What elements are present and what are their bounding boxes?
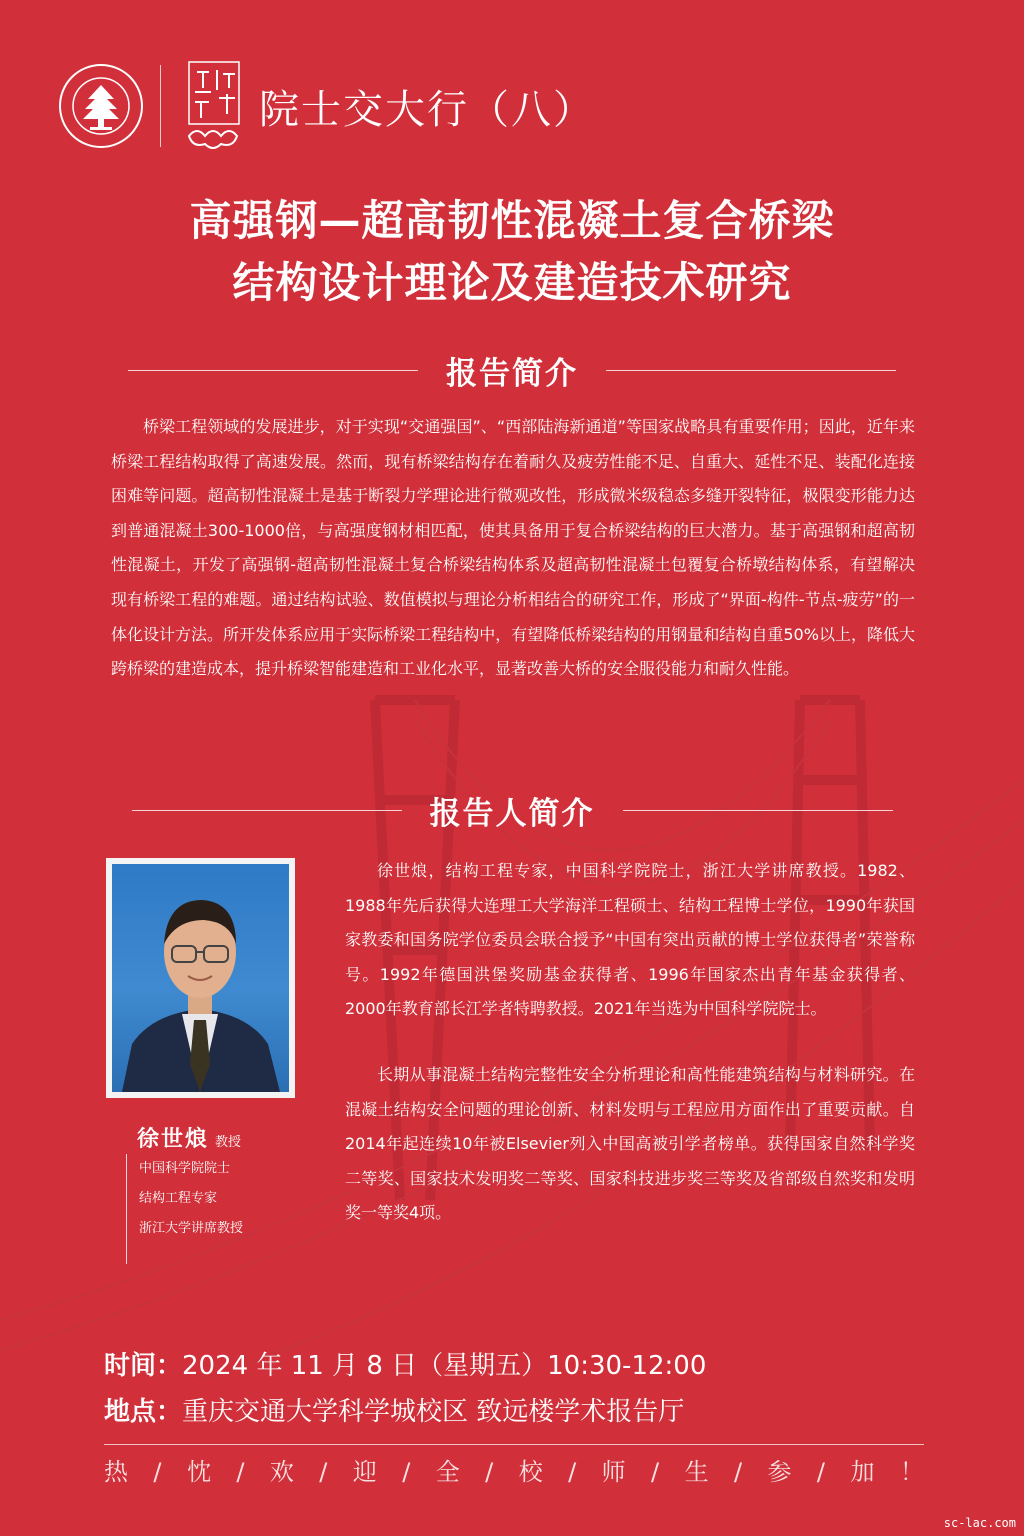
header <box>58 56 595 156</box>
speaker-name: 徐世烺 <box>137 1126 210 1152</box>
slogan-char: 迎 <box>352 1458 377 1486</box>
slogan-char: 生 <box>684 1458 709 1486</box>
speaker-intro-heading <box>0 790 1024 830</box>
slogan-separator: / <box>733 1458 743 1486</box>
slogan-char: 热 <box>104 1458 128 1486</box>
report-title-line-1: 高强钢—超高韧性混凝土复合桥梁 <box>189 196 835 245</box>
report-intro-text: 桥梁工程领域的发展进步，对于实现“交通强国”、“西部陆海新通道”等国家战略具有重要作用；因此，近年来桥梁工程结构取得了高速发展。然而，现有桥梁结构存在着耐久及疲劳性能不足、自重大、延性不足、装配化连接困难等问题。超高韧性混凝土是基于断裂力学理论进行微观改性，形成微米级稳态多缝开裂特征，极限变形能力达到普通混凝土300-1000倍，与高强度钢材相匹配，使其具备用于复合桥梁结构的巨大潜力。基于高强钢和超高韧性混凝土，开发了高强钢-超高韧性混凝土复合桥梁结构体系及超高韧性混凝土包覆复合桥墩结构体系，有望解决现有桥梁工程的难题。通过结构试验、数值模拟与理论分析相结合的研究工作，形成了“界面-构件-节点-疲劳”的一体化设计方法。所开发体系应用于实际桥梁工程结构中，有望降低桥梁结构的用钢量和结构自重50%以上，降低大跨桥梁的建造成本，提升桥梁智能建造和工业化水平，显著改善大桥的安全服役能力和耐久性能。 <box>111 417 915 679</box>
slogan-separator: / <box>153 1458 162 1486</box>
welcome-slogan <box>104 1452 924 1492</box>
report-intro-heading-text: 报告简介 <box>446 355 578 392</box>
heading-rule-right <box>606 370 896 371</box>
site-watermark: sc-lac.com <box>943 1516 1016 1530</box>
slogan-char: 加 <box>850 1458 875 1486</box>
heading-rule-left <box>128 370 418 371</box>
heading-rule-left <box>132 810 402 811</box>
university-logo <box>58 63 144 149</box>
speaker-intro-heading-text: 报告人简介 <box>429 795 595 832</box>
speaker-name-row <box>137 1122 241 1153</box>
series-title: 院士交大行（八） <box>259 86 595 133</box>
slogan-separator: / <box>816 1458 826 1486</box>
slogan-char: 忱 <box>186 1458 211 1486</box>
speaker-role: 中国科学院院士 <box>139 1161 231 1176</box>
report-title <box>0 190 1024 314</box>
event-time-label: 时间： <box>104 1351 183 1381</box>
slogan-separator: / <box>319 1458 328 1486</box>
event-location-value: 重庆交通大学科学城校区 致远楼学术报告厅 <box>182 1397 685 1427</box>
speaker-roles <box>126 1154 243 1264</box>
bottom-divider <box>104 1444 924 1445</box>
speaker-bio-paragraph-1: 徐世烺，结构工程专家，中国科学院院士，浙江大学讲席教授。1982、1988年先后获得大连理工大学海洋工程硕士、结构工程博士学位，1990年获国家教委和国务院学位委员会联合授予“中国有突出贡献的博士学位获得者”荣誉称号。1992年德国洪堡奖励基金获得者、1996年国家杰出青年基金获得者、2000年教育部长江学者特聘教授。2021年当选为中国科学院院士。 <box>345 861 915 1019</box>
event-location-label: 地点： <box>104 1397 183 1427</box>
speaker-bio-paragraph-2: 长期从事混凝土结构完整性安全分析理论和高性能建筑结构与材料研究。在混凝土结构安全问题的理论创新、材料发明与工程应用方面作出了重要贡献。自2014年起连续10年被Elsevier列入中国高被引学者榜单。获得国家自然科学奖二等奖、国家技术发明奖二等奖、国家科技进步奖三等奖及省部级自然奖和发明奖一等奖4项。 <box>345 1065 915 1223</box>
slogan-separator: / <box>568 1458 577 1486</box>
event-time-value: 2024 年 11 月 8 日（星期五）10:30-12:00 <box>182 1351 707 1381</box>
slogan-char: 师 <box>601 1458 626 1486</box>
report-title-line-2: 结构设计理论及建造技术研究 <box>232 258 792 307</box>
slogan-char: 欢 <box>269 1458 294 1486</box>
slogan-separator: / <box>236 1458 245 1486</box>
slogan-separator: / <box>485 1458 494 1486</box>
report-intro-heading <box>0 350 1024 390</box>
slogan-separator: / <box>402 1458 411 1486</box>
slogan-char: 全 <box>435 1458 460 1486</box>
event-location <box>104 1392 684 1432</box>
speaker-title: 教授 <box>215 1135 242 1150</box>
speaker-photo <box>112 864 289 1092</box>
slogan-separator: / <box>651 1458 660 1486</box>
slogan-exclamation: ！ <box>899 1458 924 1486</box>
speaker-photo-frame <box>106 858 295 1098</box>
speaker-portrait <box>112 864 289 1092</box>
heading-rule-right <box>623 810 893 811</box>
slogan-char: 校 <box>518 1458 543 1486</box>
header-divider <box>160 65 161 147</box>
academician-seal-logo <box>183 58 245 154</box>
speaker-role: 结构工程专家 <box>139 1191 218 1206</box>
event-time <box>104 1346 706 1386</box>
speaker-role: 浙江大学讲席教授 <box>139 1221 244 1236</box>
slogan-char: 参 <box>767 1458 792 1486</box>
